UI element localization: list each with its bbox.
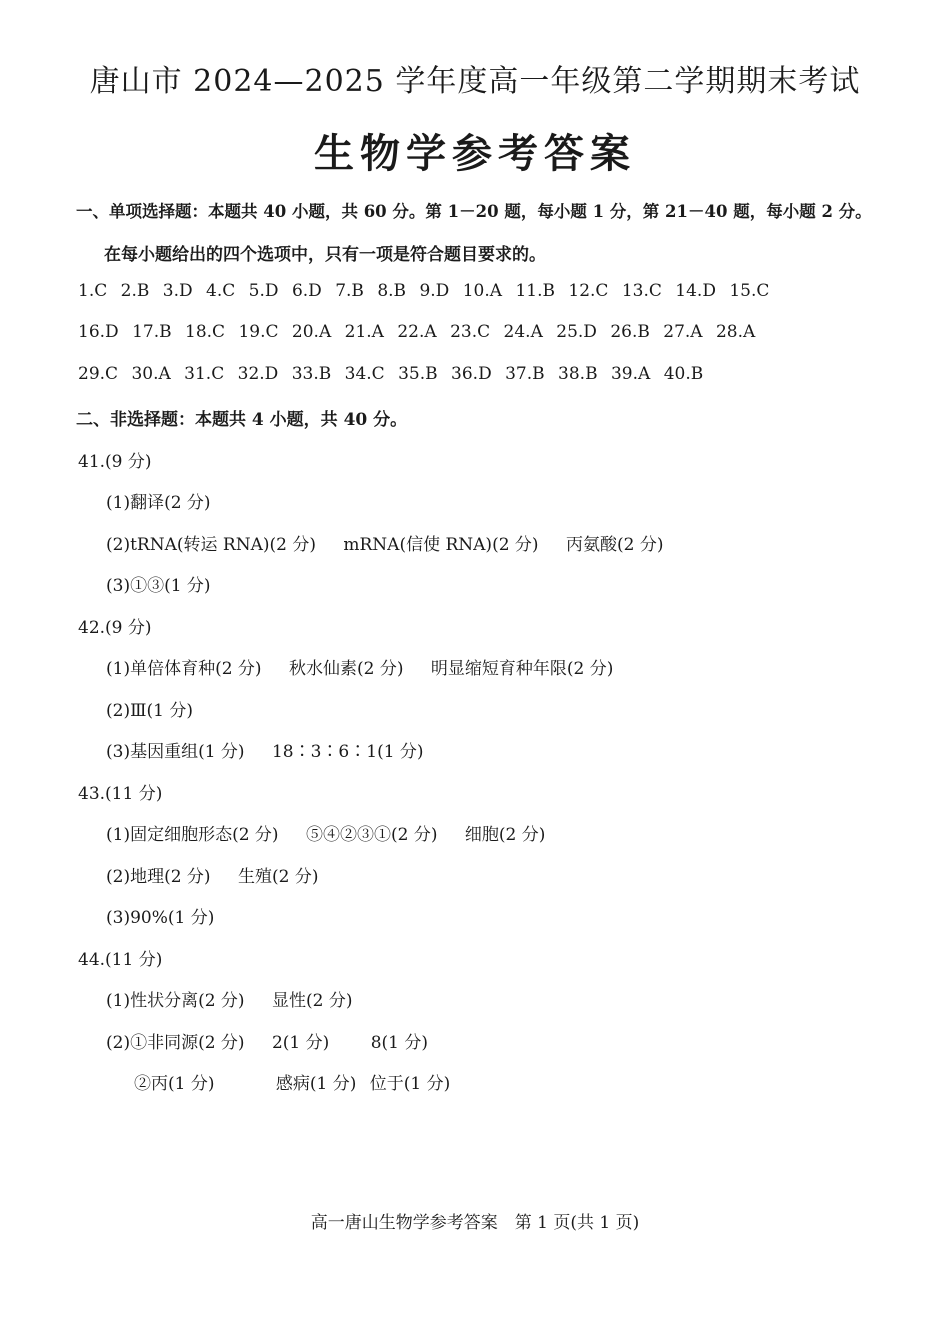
answer-item: (1)翻译(2 分): [106, 493, 211, 513]
answer-item: (3)基因重组(1 分): [106, 742, 245, 762]
mc-answer: 2.B: [120, 281, 150, 301]
question-43-part-2: [106, 862, 340, 887]
mc-answer: 14.D: [675, 281, 716, 301]
answer-item: mRNA(信使 RNA)(2 分): [343, 535, 539, 555]
mc-answer: 39.A: [610, 364, 651, 384]
mc-answer: 26.B: [610, 322, 650, 342]
mc-answer: 28.A: [715, 322, 756, 342]
question-44-part-1: [106, 986, 374, 1011]
mc-answer: 10.A: [462, 281, 503, 301]
answer-item: (1)性状分离(2 分): [106, 991, 245, 1011]
mc-answer: 12.C: [568, 281, 609, 301]
mc-answer: 34.C: [344, 364, 385, 384]
question-43-part-3: [106, 903, 236, 928]
answer-item: 细胞(2 分): [464, 825, 546, 845]
answer-item: 18∶3∶6∶1(1 分): [271, 742, 424, 762]
mc-answer: 15.C: [729, 281, 770, 301]
answer-item: 秋水仙素(2 分): [288, 659, 404, 679]
exam-title: 唐山市 2024—2025 学年度高一年级第二学期期末考试: [89, 64, 861, 99]
question-42-part-2: [106, 696, 215, 721]
mc-answer: 17.B: [132, 322, 172, 342]
answer-item: (2)Ⅲ(1 分): [106, 701, 193, 721]
document-title: 生物学参考答案: [314, 130, 636, 177]
section1-heading: 一、单项选择题：本题共 40 小题，共 60 分。第 1－20 题，每小题 1 分，第 21－40 题，每小题 2 分。: [76, 202, 872, 221]
question-41-part-2: [106, 530, 685, 555]
answer-item: 2(1 分): [271, 1033, 330, 1053]
mc-answer-row-2: [78, 322, 763, 342]
question-41-part-1: [106, 488, 233, 513]
answer-item: (2)地理(2 分): [106, 867, 211, 887]
mc-answer: 11.B: [515, 281, 555, 301]
question-44-header: 44.(11 分): [78, 950, 163, 970]
question-43-part-1: [106, 820, 567, 845]
question-42-part-3: [106, 737, 446, 762]
mc-answer: 31.C: [184, 364, 225, 384]
answer-item: (3)①③(1 分): [106, 576, 211, 596]
mc-answer: 20.A: [291, 322, 332, 342]
answer-item: 生殖(2 分): [237, 867, 319, 887]
answer-item: (3)90%(1 分): [106, 908, 215, 928]
mc-answer: 19.C: [238, 322, 279, 342]
answer-item: (2)tRNA(转运 RNA)(2 分): [106, 535, 316, 555]
mc-answer: 27.A: [663, 322, 703, 342]
mc-answer-row-3: [78, 364, 711, 384]
mc-answer: 35.B: [398, 364, 438, 384]
mc-answer: 38.B: [558, 364, 598, 384]
mc-answer: 16.D: [78, 322, 119, 342]
mc-answer: 36.D: [451, 364, 492, 384]
mc-answer: 37.B: [505, 364, 545, 384]
page-footer: 高一唐山生物学参考答案 第 1 页(共 1 页): [310, 1213, 640, 1233]
answer-item: 8(1 分): [370, 1033, 429, 1053]
answer-item: 位于(1 分): [369, 1074, 451, 1094]
mc-answer: 6.D: [291, 281, 322, 301]
mc-answer: 40.B: [663, 364, 704, 384]
question-41-header: 41.(9 分): [78, 452, 152, 472]
section1-note: 在每小题给出的四个选项中，只有一项是符合题目要求的。: [104, 245, 546, 265]
answer-item: (1)固定细胞形态(2 分): [106, 825, 279, 845]
mc-answer: 5.D: [248, 281, 279, 301]
answer-item: (1)单倍体育种(2 分): [106, 659, 262, 679]
mc-answer: 3.D: [162, 281, 193, 301]
mc-answer: 29.C: [78, 364, 119, 384]
mc-answer: 32.D: [237, 364, 279, 384]
mc-answer: 33.B: [291, 364, 332, 384]
answer-item: ⑤④②③①(2 分): [305, 825, 438, 845]
mc-answer: 21.A: [344, 322, 384, 342]
mc-answer: 18.C: [185, 322, 226, 342]
question-44-part-2: [106, 1028, 450, 1053]
question-43-header: 43.(11 分): [78, 784, 163, 804]
mc-answer: 23.C: [450, 322, 491, 342]
answer-item: ②丙(1 分): [134, 1074, 215, 1094]
question-42-header: 42.(9 分): [78, 618, 152, 638]
mc-answer: 4.C: [206, 281, 236, 301]
mc-answer: 24.A: [503, 322, 543, 342]
mc-answer: 13.C: [621, 281, 662, 301]
mc-answer-row-1: [78, 281, 777, 301]
mc-answer: 8.B: [377, 281, 407, 301]
mc-answer: 25.D: [556, 322, 597, 342]
mc-answer: 30.A: [131, 364, 171, 384]
section2-heading: 二、非选择题：本题共 4 小题，共 40 分。: [76, 410, 408, 430]
mc-answer: 7.B: [335, 281, 364, 301]
question-42-part-1: [106, 654, 635, 679]
answer-item: (2)①非同源(2 分): [106, 1033, 245, 1053]
answer-item: 感病(1 分): [275, 1074, 357, 1094]
mc-answer: 1.C: [78, 281, 108, 301]
answer-item: 显性(2 分): [271, 991, 353, 1011]
answer-item: 明显缩短育种年限(2 分): [430, 659, 614, 679]
mc-answer: 9.D: [419, 281, 450, 301]
answer-item: 丙氨酸(2 分): [565, 535, 664, 555]
mc-answer: 22.A: [397, 322, 437, 342]
question-41-part-3: [106, 571, 233, 596]
question-44-part-3: [134, 1069, 472, 1094]
